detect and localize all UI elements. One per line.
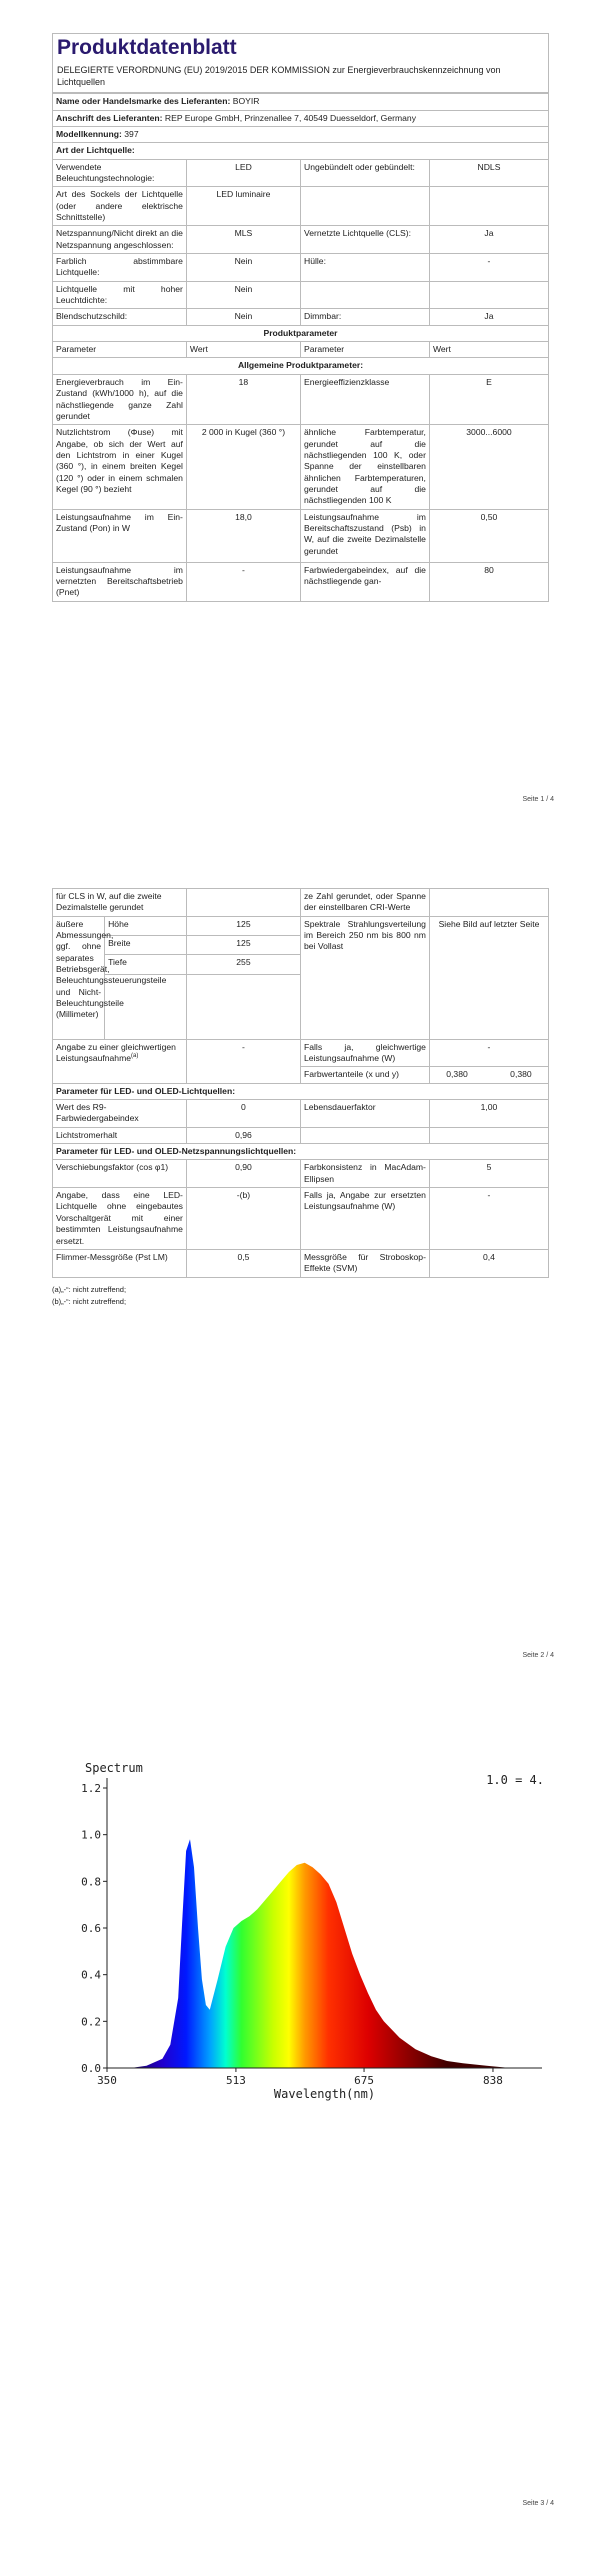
cell-value: 0 [186, 1100, 300, 1128]
table-row [53, 1100, 549, 1128]
table-row [53, 916, 549, 935]
cell-label: Netzspannung/Nicht direkt an die Netzspannung angeschlossen: [53, 226, 187, 254]
cell-label: Messgröße für Stroboskop-Effekte (SVM) [300, 1249, 429, 1277]
dimension-name: Breite [105, 936, 187, 955]
cell-label: Vernetzte Lichtquelle (CLS): [300, 226, 429, 254]
cell-value: - [429, 254, 548, 282]
params-header-row [53, 325, 549, 341]
cell-value: NDLS [429, 159, 548, 187]
cell-label: Verwendete Beleuchtungstechnologie: [53, 159, 187, 187]
dimension-name: Tiefe [105, 955, 187, 974]
cell-label: Farbkonsistenz in MacAdam-Ellipsen [300, 1160, 429, 1188]
cell-label: Verschiebungsfaktor (cos φ1) [53, 1160, 187, 1188]
table-row [53, 374, 549, 424]
chart-title: Spectrum [85, 1761, 143, 1775]
cell-value: 18,0 [186, 509, 300, 562]
cell-label: Hülle: [300, 254, 429, 282]
cell-value [429, 187, 548, 226]
table-row [53, 226, 549, 254]
cell-label: Falls ja, gleichwertige Leistungsaufnahme (W) [300, 1039, 429, 1067]
dimension-name: Höhe [105, 916, 187, 935]
cell-label: Leistungsaufnahme im vernetzten Bereitschaftsbetrieb (Pnet) [53, 562, 187, 601]
table-row [53, 889, 549, 917]
table-row [53, 281, 549, 309]
cell-label: Blendschutzschild: [53, 309, 187, 325]
spectral-label: Spektrale Strahlungsverteilung im Bereich 250 nm bis 800 nm bei Vollast [300, 916, 429, 1039]
cell-value [429, 1127, 548, 1143]
page-number: Seite 1 / 4 [522, 796, 554, 803]
supplier-value: BOYIR [232, 96, 260, 107]
footnote-b: (b)„-“: nicht zutreffend; [52, 1296, 127, 1306]
model-value: 397 [124, 128, 139, 139]
cell-value: - [429, 1039, 548, 1067]
x-tick-label: 350 [97, 2074, 117, 2087]
y-tick-label: 1.0 [81, 1828, 101, 1842]
dimension-value: 125 [186, 936, 300, 955]
dimension-value: 125 [186, 916, 300, 935]
cell-value: - [186, 562, 300, 601]
spectral-value: Siehe Bild auf letzter Seite [429, 916, 548, 1039]
cell-label: Leistungsaufnahme im Bereitschaftszustand (Psb) in W, auf die zweite Dezimalstelle gerundet [300, 509, 429, 562]
table-row [53, 254, 549, 282]
column-header-row [53, 342, 549, 358]
table-row [53, 425, 549, 509]
params-header: Produktparameter [53, 325, 549, 341]
led-header-row [53, 1083, 549, 1099]
mains-header-row [53, 1144, 549, 1160]
cell-value: 0,4 [429, 1249, 548, 1277]
led-header: Parameter für LED- und OLED-Lichtquellen: [53, 1083, 549, 1099]
footnote-mark: (a) [131, 1053, 139, 1060]
page-1 [0, 0, 603, 820]
spectrum-chart [52, 1748, 552, 2108]
supplier-label: Name oder Handelsmarke des Lieferanten: [56, 96, 231, 107]
address-label: Anschrift des Lieferanten: [56, 112, 163, 123]
table-row [53, 159, 549, 187]
y-tick-label: 0.8 [81, 1875, 101, 1889]
datasheet-continuation [52, 888, 549, 1308]
y-tick-label: 0.4 [81, 1968, 101, 1982]
cell-label: Energieverbrauch im Ein-Zustand (kWh/1000 h), auf die nächstliegende ganze Zahl gerundet [53, 374, 187, 424]
general-header-row [53, 358, 549, 374]
cell-value: -(b) [186, 1188, 300, 1250]
cell-label: Farblich abstimmbare Lichtquelle: [53, 254, 187, 282]
spectrum-area [107, 1839, 542, 2068]
column-header: Parameter [300, 342, 429, 358]
cell-value: 18 [186, 374, 300, 424]
cell-label: Lichtquelle mit hoher Leuchtdichte: [53, 281, 187, 309]
datasheet-header [52, 33, 549, 602]
cell-value: LED luminaire [186, 187, 300, 226]
table-row [53, 1188, 549, 1250]
model-row [53, 126, 549, 142]
cell-label: Lebensdauerfaktor [300, 1100, 429, 1128]
params-table-cont [52, 888, 549, 1278]
page-3 [0, 1740, 603, 2560]
cell-label: Farbwertanteile (x und y) [300, 1067, 429, 1083]
cell-value: 5 [429, 1160, 548, 1188]
table-row [53, 1127, 549, 1143]
address-row [53, 110, 549, 126]
cell-value: 2 000 in Kugel (360 °) [186, 425, 300, 509]
cell-label: Farbwiedergabeindex, auf die nächstliegende gan- [300, 562, 429, 601]
mains-header: Parameter für LED- und OLED-Netzspannungslichtquellen: [53, 1144, 549, 1160]
regulation-text: DELEGIERTE VERORDNUNG (EU) 2019/2015 DER KOMMISSION zur Energieverbrauchskennzeichnung von Lichtquellen [52, 62, 549, 93]
cell-value: Nein [186, 309, 300, 325]
dimension-value: 255 [186, 955, 300, 974]
cell-label: Leistungsaufnahme im Ein-Zustand (Pon) in W [53, 509, 187, 562]
cell-label [300, 1127, 429, 1143]
cell-value: 80 [429, 562, 548, 601]
table-row [53, 1249, 549, 1277]
cell-value: 0,90 [186, 1160, 300, 1188]
y-tick-label: 1.2 [81, 1782, 101, 1795]
x-tick-label: 838 [483, 2074, 503, 2087]
equivalent-label: Angabe zu einer gleichwertigen Leistungsaufnahme [56, 1041, 176, 1064]
cell-value: Nein [186, 254, 300, 282]
page-number: Seite 2 / 4 [522, 1652, 554, 1659]
cell-value: Ja [429, 226, 548, 254]
cell-value: - [429, 1188, 548, 1250]
cell-label: ze Zahl gerundet, oder Spanne der einstellbaren CRI-Werte [300, 889, 429, 917]
cell-value: Nein [186, 281, 300, 309]
cell-label: Energieeffizienzklasse [300, 374, 429, 424]
y-tick-label: 0.2 [81, 2015, 101, 2029]
cell-label [300, 187, 429, 226]
cell-value: 0,380 0,380 [429, 1067, 548, 1083]
cell-value: MLS [186, 226, 300, 254]
cell-value: 3000...6000 [429, 425, 548, 509]
address-value: REP Europe GmbH, Prinzenallee 7, 40549 Duesseldorf, Germany [164, 112, 416, 123]
footnote-a: (a)„-“: nicht zutreffend; [52, 1284, 127, 1294]
table-row [53, 509, 549, 562]
x-tick-label: 513 [225, 2074, 246, 2087]
cell-value: - [186, 1039, 300, 1083]
type-header: Art der Lichtquelle: [53, 143, 549, 159]
table-row [53, 309, 549, 325]
cell-value [429, 281, 548, 309]
dimensions-label: äußere Abmessungen, ggf. ohne separates Betriebsgerät, Beleuchtungssteuerungsteile und Nicht-Beleuchtungsteile (Millimeter) [53, 916, 105, 1039]
cell-label: ähnliche Farbtemperatur, gerundet auf die nächstliegenden 100 K, oder Spanne der einstellbaren ähnlichen Farbtemperaturen, gerundet auf die nächstliegenden 100 K [300, 425, 429, 509]
table-row [53, 187, 549, 226]
supplier-row [53, 94, 549, 110]
column-header: Wert [186, 342, 300, 358]
model-label: Modellkennung: [56, 128, 122, 139]
column-header: Parameter [53, 342, 187, 358]
footnotes [52, 1284, 549, 1308]
table-row [53, 1039, 549, 1067]
cell-label: Art des Sockels der Lichtquelle (oder andere elektrische Schnittstelle) [53, 187, 187, 226]
cell-value: Ja [429, 309, 548, 325]
column-header: Wert [429, 342, 548, 358]
cell-value: LED [186, 159, 300, 187]
cell-label: Lichtstromerhalt [53, 1127, 187, 1143]
cell-label: Wert des R9-Farbwiedergabeindex [53, 1100, 187, 1128]
cell-label: Nutzlichtstrom (Φuse) mit Angabe, ob sich der Wert auf den Lichtstrom in einer Kugel (360 °), in einem breiten Kegel (120 °) oder in einem schmalen Kegel (90 °) bezieht [53, 425, 187, 509]
cell-value: 0,96 [186, 1127, 300, 1143]
cell-label: Falls ja, Angabe zur ersetzten Leistungsaufnahme (W) [300, 1188, 429, 1250]
page-number: Seite 3 / 4 [522, 2500, 554, 2507]
cell-value: 1,00 [429, 1100, 548, 1128]
y-tick-label: 0.6 [81, 1922, 101, 1935]
type-header-row [53, 143, 549, 159]
cell-value: 0,5 [186, 1249, 300, 1277]
table-row [53, 1160, 549, 1188]
page-2 [0, 880, 603, 1700]
x-axis-label: Wavelength(nm) [273, 2087, 376, 2101]
cell-label: Ungebündelt oder gebündelt: [300, 159, 429, 187]
cell-label [300, 281, 429, 309]
x-tick-label: 675 [354, 2074, 374, 2087]
cell-label: Flimmer-Messgröße (Pst LM) [53, 1249, 187, 1277]
y-tick-label: 0.0 [81, 2062, 101, 2075]
general-header: Allgemeine Produktparameter: [53, 358, 549, 374]
cell-value: 0,50 [429, 509, 548, 562]
cell-label: für CLS in W, auf die zweite Dezimalstelle gerundet [53, 889, 187, 917]
scale-annotation: 1.0 = 4. [486, 1773, 544, 1787]
cell-value: E [429, 374, 548, 424]
document-title: Produktdatenblatt [52, 33, 549, 62]
cell-label: Dimmbar: [300, 309, 429, 325]
cell-label: Angabe, dass eine LED-Lichtquelle ohne eingebautes Vorschaltgerät mit einer bestimmten Leistungsaufnahme ersetzt. [53, 1188, 187, 1250]
table-row [53, 562, 549, 601]
supplier-table [52, 93, 549, 601]
